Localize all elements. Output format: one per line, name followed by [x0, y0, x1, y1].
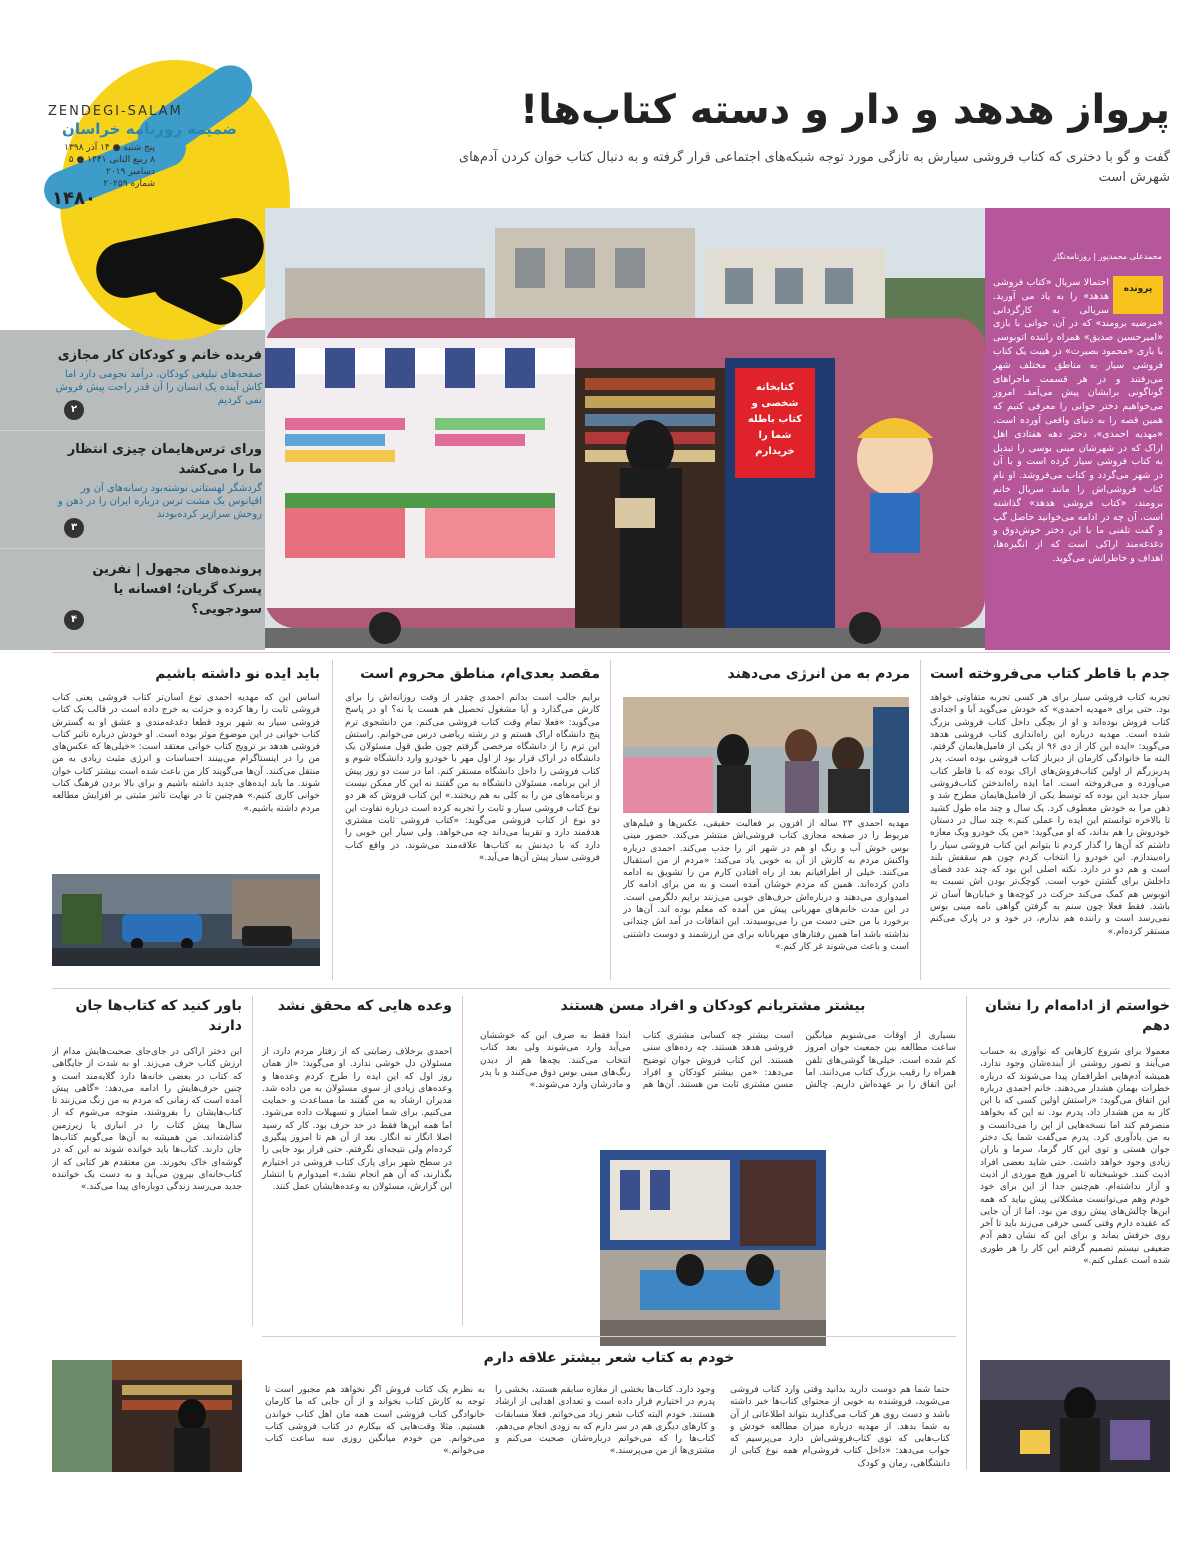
bus-illustration: [265, 208, 985, 648]
teaser-item[interactable]: [52, 346, 262, 407]
divider: [966, 996, 967, 1470]
article-title: مردم به من انرژی می‌دهند: [727, 666, 910, 682]
section-badge: پرونده: [1113, 276, 1163, 314]
bus-sign: کتابخانه شخصی و کتاب باطله شما را خریدارم: [747, 382, 803, 457]
article-title: باید ایده نو داشته باشیم: [155, 666, 320, 682]
article-photo: [623, 697, 909, 813]
page-number-badge: ۳: [64, 518, 84, 538]
teaser-title: پرونده‌های مجهول | نفرین پسرک گریان؛ افسانه یا سودجویی؟: [92, 562, 262, 617]
divider: [0, 548, 265, 549]
article-title: خواستم از ادامه‌ام را نشان دهم: [984, 998, 1170, 1034]
article-body: مهدیه احمدی ۲۳ ساله از افزون بر فعالیت حقیقی، عکس‌ها و فیلم‌های مربوط را در صفحه مجازی کتاب فروشی‌اش منتشر می‌کند. حضور مینی بوس خوش آب و رنگ او هم در شهر اثر را جذب می‌کند. احمدی درباره واکنش مردم به کارش از آن به خوبی یاد می‌کند: «مردم از من استقبال می‌کنند. خیلی از اطرافیانم بعد از راه افتادن کارم من را تشویق به ادامه دادن کرده‌اند. همین که مردم خوشان آمده است و به من برای ادامه کار امیدواری می‌دهند و درباره‌اش حرف‌های خوبی می‌زنند برایم دلگرمی است. در این مدت خانم‌های مهربانی پیش من آمده که معلم بوده اند. آن‌ها در برخورد با من حتی دست من را می‌بوسیدند. این اتفاقات در آمد اش چندانی نداشته باشد اما همین رفتارهای مهربانانه برای من ارزشمند و دوست داشتنی است و باعث می‌شوند غر کار کنم.»: [623, 819, 909, 952]
author-byline: محمدعلی محمدپور | روزنامه‌نگار: [1053, 252, 1162, 261]
dek: گفت و گو با دختری که کتاب فروشی سیارش به تازگی مورد توجه شبکه‌های اجتماعی قرار گرفته و به دنبال کتاب خوان کردن آدم‌های شهرش است: [458, 150, 1170, 185]
teaser-text: گردشگر لهستانی نوشته‌بود رسانه‌های آن ور اقیانوس یک مشت ترس درباره ایران را در ذهن و روحش سرازیر کرده‌بودند: [57, 483, 262, 520]
article-title: بیشتر مشتریانم کودکان و افراد مسن هستند: [560, 998, 866, 1014]
article-body: معمولا برای شروع کارهایی که نوآوری به حساب می‌آیند و تصور روشنی از آینده‌شان وجود ندارد، همیشه آدم‌هایی اطرافمان پیدا می‌شوند که درباره خطرات بهمان هشدار می‌دهند. خانم احمدی درباره این اتفاق می‌گوید: «راستش اولین کسی که با این کار به من هشدار داد، پدرم بود. نه این که بخواهد منصرفم کند اما نسخه‌هایی از این را می‌دانست و به من یادآوری کرد. پدرم می‌گفت شما یک دختر جوان هستی و توی این کار گرما، سرما و باران زیادی وجود خواهد داشت. حتی شاید بعضی افراد اذیت کنند. خوشبختانه تا امروز هیچ موردی از اذیت و آزار نداشته‌ام. هم‌چنین جدا از این برای خود خودم وهم می‌توانست مشکلاتی پیش بیاید که همه این‌ها چالش‌های پیش روی من بود. اما از آن جایی که عقیده دارم وقتی کسی حرفی می‌زند باید تا آخر روی حرفش بماند و برای این که نشان دهم آدم ضعیفی نیستم تصمیم گرفتم این کار را هر طوری شده است عملی کنم.»: [980, 1047, 1170, 1267]
teaser-title: فریده خانم و کودکان کار مجازی: [57, 348, 262, 363]
article-body: بسیاری از اوقات می‌شنویم میانگین ساعت مطالعه بین جمعیت جوان امروز کم شده است. خیلی‌ها گوشی‌های تلفن همراه را رقیب بزرگ کتاب می‌دانند. اما این اتفاق را بر عهده‌اش داریم. چالش است بیشتر چه کسانی مشتری کتاب فروشی هدهد هستند. چه رده‌های سنی هستند. این کتاب فروش جوان توضیح می‌دهد: «من بیشتر کودکان و افراد مسن مشتری ثابت من هستند. آن‌ها هم ابتدا فقط به صرف این که خوششان می‌آید وارد می‌شوند ولی بعد کتاب انتخاب می‌کنند. بچه‌ها هم از دیدن رنگ‌های مینی بوس ذوق می‌کنند و با پدر و مادرشان وارد می‌شوند.»: [480, 1031, 956, 1091]
teaser-title: ورای ترس‌هایمان چیزی انتظار ما را می‌کشد: [67, 442, 262, 477]
teaser-item[interactable]: [52, 440, 262, 521]
intro-text: احتمالا سریال «کتاب فروشی هدهد» را به یاد می آورید. سریالی به کارگردانی «مرضیه برومند» که در آن، جوانی با بازی «امیرحسین صدیق» همراه راننده اتوبوسی با بازی «محمود بصیرت» در هیبت یک کتاب فروشی سیار به مناطق مختلف شهر می‌رفتند و در هر قسمت ماجراهای گوناگونی برایشان پیش می‌آمد. امروز می‌خواهیم دختر جوانی را معرفی کنیم که همین قصه را به دنیای واقعی آورده است. «مهدیه احمدی»، دختر دهه هفتادی اهل اراک که در شهرشان مینی بوسی را تبدیل به کتاب فروشی سیار کرده است و با آن در شهر می‌گردد و کتاب می‌فروشد. او نام کتاب فروشی‌اش را مانند سریال خانم برومند، «کتاب فروشی هدهد» گذاشته است. آن چه در ادامه می‌خوانید حاصل گپ و گفت تلفنی ما با این دختر خوش‌ذوق و دغدغه‌مند اراکی است که از انگیزه‌ها، اهداف و خاطراتش می‌گوید.: [993, 277, 1163, 564]
article-photo: [600, 1150, 826, 1346]
article-title: مقصد بعدی‌ام، مناطق محروم است: [360, 666, 600, 682]
teaser-item[interactable]: [52, 560, 262, 620]
article-body: تجربه کتاب فروشی سیار برای هر کسی تجربه متفاوتی خواهد بود. حتی برای «مهدیه احمدی» که خودش می‌گوید آبا و اجدادی کتاب فروش بوده‌اند و او از بچگی داخل کتاب فروشی بزرگ شده است. مهدیه درباره این راه‌اندازی کتاب فروشی هدهد می‌گوید: «ایده این کار از دی ۹۶ از یکی از فامیل‌هایمان گرفتم. البته ما خانوادگی کارمان از دیرباز کتاب فروشی بوده است. پدر پدربزرگم از اولین کتاب‌فروش‌های اراک بوده که با قاطر کتاب می‌آورده و می‌فروخته است. اما ایده راه‌اندختن کتاب‌فروشی سیار جدید این بوده که توسط یکی از فامیل‌هایمان مطرح شد و ذهن مرا به خودش معطوف کرد. یک سال و چند ماه طول کشید تا بالاخره توانستم این ایده را عملی کنم.» چند سال در دستان خودروش را هم بداند، که او می‌گوید: «من یک خودرو ویک معازه داشتم که آن‌ها را گذار کردم تا بتوانم این کتاب فروشی سیار را راه‌بیندازم. این خودرو را انتخاب کردم چون هم سقفش بلند است و هم دو در دارد. نکته اصلی این بود که چند عدد فضای داخلش برای گشتن خوب است. کوچک‌تر بودن اش نسبت به اتوبوس هم کمک می‌کند حرکت در کوچه‌ها و خیابان‌ها آسان تر باشد. فقط فعلا چون سنم به گرفتن گواهی نامه مینی بوس نمی‌رسد است و راننده هم ندارم، در خود و در پارک می‌کنم مستقر کرده‌ام.»: [930, 693, 1170, 937]
divider: [462, 996, 463, 1326]
article-title: جدم با قاطر کتاب می‌فروخته است: [930, 666, 1170, 682]
masthead-supplement: ضمیمه روزنامه خراسان: [62, 120, 237, 138]
teaser-text: صفحه‌های تبلیغی کودکان، درآمد نجومی دارد اما کاش آینده یک انسان را آن قدر راحت پیش فروش نمی کردیم: [55, 369, 262, 406]
divider: [52, 652, 1170, 653]
article-title: وعده هایی که محقق نشد: [277, 998, 452, 1014]
headline: پرواز هدهد و دار و دسته کتاب‌ها!: [520, 87, 1170, 133]
article-body: به نظرم یک کتاب فروش اگر نخواهد هم مجبور است تا توجه به کارش کتاب بخواند و از آن جایی که ما کارمان خانوادگی کتاب فروشی است همه مان اهل کتاب خواندن هستیم. مثلا وقت‌هایی که بیکارم در کتاب فروشی کتاب می‌خوانم. من خودم میانگین روزی سه ساعت کتاب می‌خوانم.»: [265, 1385, 485, 1457]
article-photo: [52, 874, 320, 966]
divider: [610, 660, 611, 980]
main-photo: [265, 208, 985, 648]
page-number-badge: ۲: [64, 400, 84, 420]
divider: [0, 430, 265, 431]
article-body: احمدی برخلاف رضایتی که از رفتار مردم دارد، از مسئولان دل خوشی ندارد. او می‌گوید: «از همان روز اول که این ایده را طرح کردم وعده‌ها و وعده‌های زیادی از سوی مسئولان به من داده شد. مدیران ارشاد به من گفتند ما مساعدت و حمایت می‌کنیم. برای شما امتیاز و تسهیلات داده می‌شود. اما همه این‌ها فقط در حد حرف بود. کار که رسید اصلا انگار نه انگار. بعد از آن هم تا امروز پیگیری کرده‌ام ولی نتیجه‌ای نگرفتم. حتی قرار بود جایی را در سطح شهر برای پارک کتاب فروشی در اختیارم بگذارند، که آن هم انجام نشد.» امیدوارم با انتشار این گزارش، مسئولان به وعده‌هایشان عمل کنند.: [262, 1047, 452, 1193]
page-number-badge: ۴: [64, 610, 84, 630]
divider: [52, 988, 1170, 989]
divider: [262, 1336, 956, 1337]
article-photo: [980, 1360, 1170, 1472]
issue-number: ۱۴۸۰: [52, 188, 96, 209]
article-body: اساس این که مهدیه احمدی نوع آسان‌تر کتاب فروشی یعنی کتاب فروشی ثابت را رها کرده و جرئت به خرج داده است در قالب یک کتاب فروشی سیار به شهر برود قطعا دغدغه‌مندی و عشق او به گسترش کتاب خوانی در این موضوع موثر بوده است. او خودش درباره تاثیر کتاب فروشی هدهد بر ترویج کتاب خوانی معتقد است: «خیلی‌ها که عکس‌های من را در اینستاگرام می‌بینند احساسات و انرژی مثبت زیادی به من منتقل می‌کنند. آن‌ها می‌گویند کار من باعث شده است بیشتر کتاب خوان شوند. ما باید ایده‌های جدید داشته باشیم و برای بالا بردن فرهنگ کتاب خوانی کاری کنیم.» هم‌چنین تا در نهایت تاثیر مثبتی بر افزایش مطالعه مردم داشته باشیم.»: [52, 693, 320, 814]
divider: [920, 660, 921, 980]
masthead-date: پنج شنبه ● ۱۴ آذر ۱۳۹۸ ۸ ربیع الثانی ۱۴۴۱ ● ۵ دسامبر ۲۰۱۹ شماره ۲۰۲۵۹: [64, 143, 155, 189]
article-title: باور کنید که کتاب‌ها جان دارند: [75, 998, 242, 1034]
article-title: خودم به کتاب شعر بیشتر علاقه دارم: [483, 1350, 735, 1366]
masthead: [0, 0, 265, 650]
masthead-latin-title: ZENDEGI-SALAM: [48, 104, 183, 119]
article-photo: [52, 1360, 242, 1472]
article-body: حتما شما هم دوست دارید بدانید وقتی وارد کتاب فروشی می‌شوید، فروشنده به خوبی از محتوای کتاب‌ها خبر داشته باشد و دست روی هر کتاب می‌گذارید بتواند اطلاعاتی از آن به شما بدهد. از مهدیه درباره میزان مطالعه خودش و کتاب‌هایی که توی کتاب‌فروشی‌اش دارد می‌پرسیم که جواب می‌دهد: «داخل کتاب فروشی‌ام همه نوع کتابی از دانشگاهی، رمان و کودک: [730, 1385, 950, 1469]
article-body: این دختر اراکی در جای‌جای صحبت‌هایش مدام از ارزش کتاب حرف می‌زند. او به شدت از جایگاهی که کتاب در بعضی خانه‌ها دارد گلایه‌مند است و چنین حرف‌هایش را ادامه می‌دهد: «گاهی پیش آمده است که زمانی که مردم به من زنگ می‌زنند تا کتاب‌هایشان را بفروشند، متوجه می‌شوم که از سال‌ها پیش کتاب را در انباری یا زیرزمین گذاشته‌اند. من همیشه به آن‌ها می‌گویم کتاب‌ها جان دارند. کتاب‌ها باید خوانده شوند نه این که در گوشه‌ای خاک بخورند. من معتقدم هر کتابی که از کتاب‌خانه‌ای بیرون می‌آید و به دست یک خواننده جدید می‌رسد زندگی دوباره‌ای پیدا می‌کند.»: [52, 1047, 242, 1193]
article-body: برایم جالب است بدانم احمدی چقدر از وقت روزانه‌اش را برای کارش می‌گذارد و آیا مشغول تحصیل هم هست یا نه؟ او در پاسخ می‌گوید: «فعلا تمام وقت کتاب فروشی می‌کنم. من دانشجوی ترم پنج دانشگاه اراک هستم و در رشته ریاضی درس می‌خوانم. راستش این ترم را از دانشگاه مرخصی گرفتم چون طبق قول مسئولان یک دانشگاه در اراک قرار بود از اول مهر با خودرو وارد دانشگاه شوم و کتاب فروشی را داخل دانشگاه مستقر کنم. اما در ست دو روز پیش از این برنامه، مسئولان دانشگاه به من گفتند نه این کار ممکن نیست و برنامه‌های من را به کلی به هم ریختند.» این کتاب فروش که هر دو نوع کتاب فروشی سیار و ثابت را تجربه کرده است درباره تفاوت این دو نوع از کتاب فروشی می‌گوید: «کتاب فروشی ثابت مشتری هدفمند دارد و تقریبا می‌داند چه می‌خواهد. ولی سیار این خوبی را دارد که با دیدنش به کتاب‌ها علاقه‌مند می‌شوند، در واقع کتاب فروشی سیار پیش آن‌ها می‌آید.»: [345, 693, 600, 863]
intro-sidebar: [985, 208, 1170, 650]
divider: [252, 996, 253, 1326]
article-body: وجود دارد. کتاب‌ها بخشی از مغازه سابقم هستند، بخشی را پدرم در اختیارم قرار داده است و تعدادی اهدایی از ارشاد هستند. خودم البته کتاب شعر زیاد می‌خوانم. فعلا مسابقات و کارهای دیگری هم در سر دارم که به زودی انجام می‌دهم. کتاب‌ها را که می‌خوانم درباره‌شان صحبت می‌کنم و مشتری‌ها از من می‌پرسند.»: [495, 1385, 715, 1457]
divider: [332, 660, 333, 980]
